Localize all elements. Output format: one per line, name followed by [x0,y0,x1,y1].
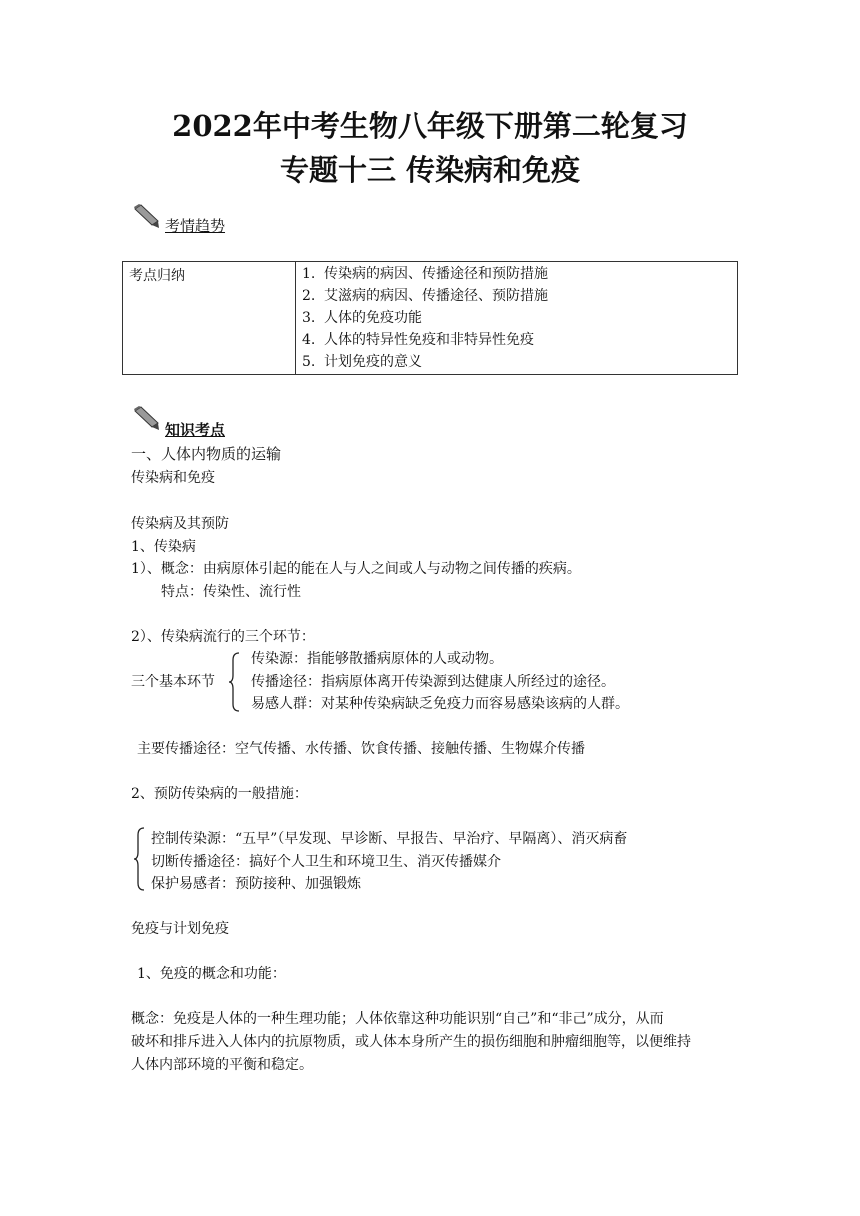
section-heading-trend: 考情趋势 [165,217,226,235]
page-subtitle: 专题十三 传染病和免疫 [279,153,581,187]
list-item: 1. 传染病的病因、传播途径和预防措施 [302,266,548,282]
three-links-label: 三个基本环节 [131,674,215,690]
list-item: 控制传染源：“五早”（早发现、早诊断、早报告、早治疗、早隔离）、消灭病畜 [151,831,628,847]
section-heading-knowledge: 知识考点 [165,421,226,439]
curly-brace [132,826,146,892]
text-line: 人体内部环境的平衡和稳定。 [131,1057,313,1073]
table-left-cell: 考点归纳 [123,262,296,375]
list-item: 4. 人体的特异性免疫和非特异性免疫 [302,332,534,348]
page-title: 2022年中考生物八年级下册第二轮复习 [172,109,688,143]
text-line: 特点：传染性、流行性 [161,584,301,600]
list-item: 保护易感者：预防接种、加强锻炼 [151,876,361,892]
text-line: 1、传染病 [131,539,196,555]
list-item: 传染源：指能够散播病原体的人或动物。 [251,651,503,667]
list-item: 3. 人体的免疫功能 [302,310,422,326]
heading-transport: 一、人体内物质的运输 [131,445,282,463]
text-line: 2）、传染病流行的三个环节： [131,629,315,645]
pencil-icon [131,405,161,431]
text-line: 主要传播途径：空气传播、水传播、饮食传播、接触传播、生物媒介传播 [137,741,585,757]
text-line: 传染病和免疫 [131,470,215,486]
text-line: 1、免疫的概念和功能： [137,966,286,982]
text-line: 破坏和排斥进入人体内的抗原物质，或人体本身所产生的损伤细胞和肿瘤细胞等，以便维持 [131,1034,691,1050]
text-line: 传染病及其预防 [131,516,229,532]
list-item: 2. 艾滋病的病因、传播途径、预防措施 [302,288,548,304]
list-item: 切断传播途径：搞好个人卫生和环境卫生、消灭传播媒介 [151,854,501,870]
curly-brace [227,651,241,713]
exam-point-table [122,261,738,375]
list-item: 易感人群：对某种传染病缺乏免疫力而容易感染该病的人群。 [251,696,629,712]
text-line: 1）、概念：由病原体引起的能在人与人之间或人与动物之间传播的疾病。 [131,561,581,577]
text-line: 概念：免疫是人体的一种生理功能；人体依靠这种功能识别“自己”和“非己”成分，从而 [131,1011,664,1027]
table-right-cell [296,262,738,375]
text-line: 2、预防传染病的一般措施： [131,786,308,802]
list-item: 传播途径：指病原体离开传染源到达健康人所经过的途径。 [251,674,615,690]
text-line: 免疫与计划免疫 [131,921,229,937]
list-item: 5. 计划免疫的意义 [302,354,422,370]
pencil-icon [131,203,161,229]
